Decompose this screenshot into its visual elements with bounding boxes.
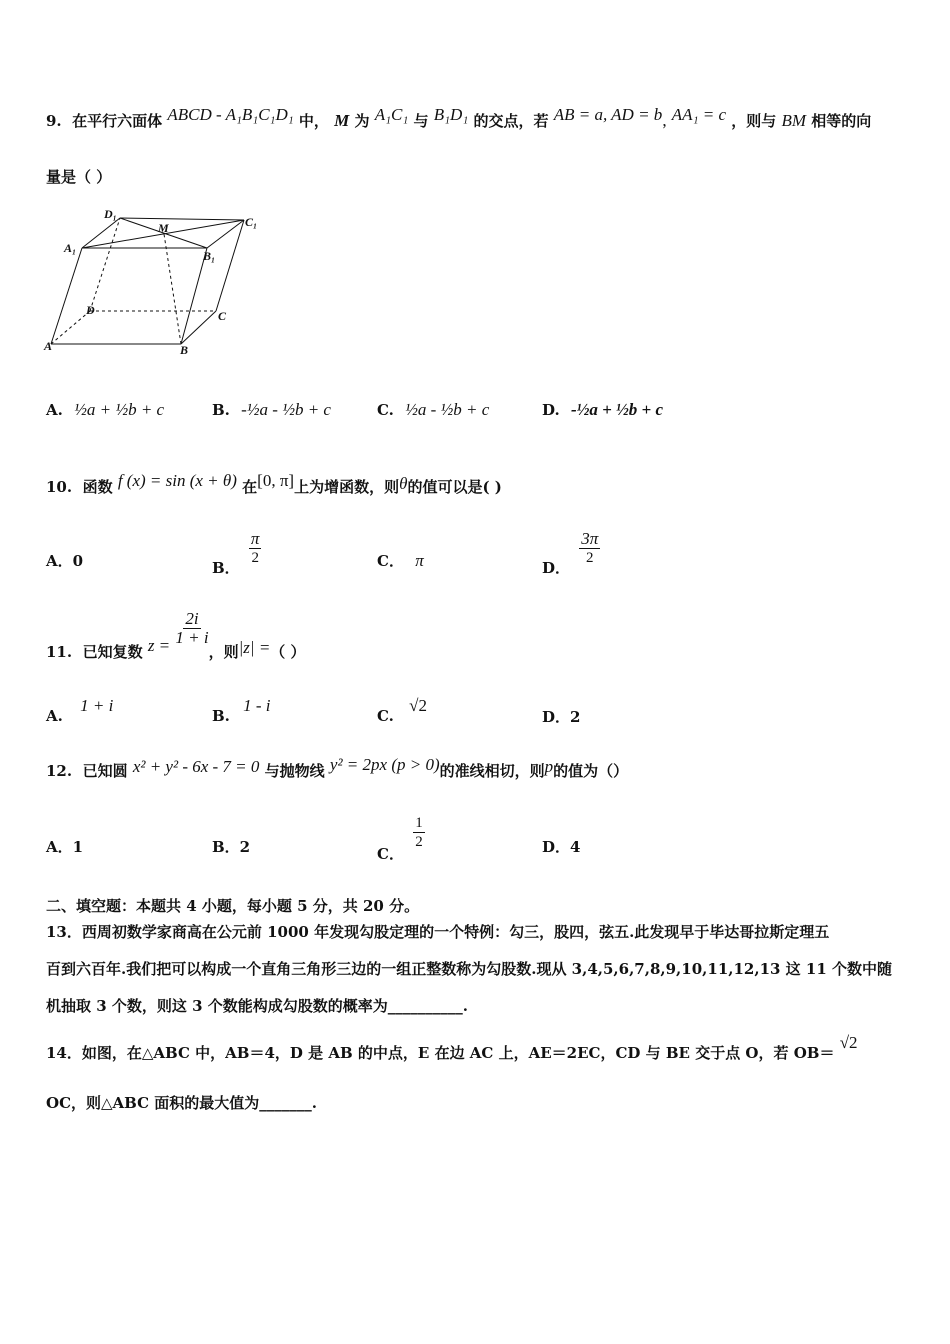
q12-option-a[interactable] xyxy=(46,836,83,857)
edge-a1d1 xyxy=(82,218,120,248)
q9-vector-aa1: AA₁ = c xyxy=(671,105,726,124)
q12-option-d[interactable] xyxy=(542,836,580,857)
q10-number: 10. xyxy=(46,478,73,496)
q12-p: p xyxy=(544,757,554,776)
q12-circle-equation: x² + y² - 6x - 7 = 0 xyxy=(132,757,260,776)
q11-option-b[interactable] xyxy=(212,696,271,725)
option-label: B. xyxy=(212,707,230,725)
q9-segment-b1d1: B₁D₁ xyxy=(433,105,469,124)
option-label: B．2 xyxy=(212,838,251,856)
option-value: 1 - i xyxy=(243,696,271,715)
segment-bm xyxy=(164,234,181,344)
option-label: B. xyxy=(212,401,230,419)
q12-text: 已知圆 xyxy=(82,762,128,780)
q10-text: 在 xyxy=(242,478,258,496)
denominator: 1 + i xyxy=(175,628,209,647)
q13-line3: 机抽取 3 个数，则这 3 个数能构成勾股数的概率为__________. xyxy=(46,997,468,1015)
q10-text: 的值可以是( ) xyxy=(407,478,502,496)
option-label: A．1 xyxy=(46,838,84,856)
q9-segment-a1c1: A₁C₁ xyxy=(374,105,409,124)
option-label: A. xyxy=(46,401,63,419)
q9-vector-bm: BM xyxy=(781,111,807,130)
option-expression: ½a - ½b + c xyxy=(405,400,490,419)
q9-line1 xyxy=(46,105,872,131)
edge-cc1 xyxy=(216,220,244,311)
numerator: 1 xyxy=(415,815,423,831)
option-label: D. xyxy=(542,401,560,419)
q12-number: 12. xyxy=(46,762,73,780)
option-expression: -½a - ½b + c xyxy=(241,400,331,419)
q10-option-b[interactable] xyxy=(212,529,261,577)
q10-function: f (x) = sin (x + θ) xyxy=(117,471,237,490)
option-label: B． xyxy=(212,558,240,577)
q11-number: 11. xyxy=(46,642,73,661)
option-expression: ½a + ½b + c xyxy=(74,400,165,419)
option-label: D．4 xyxy=(542,838,581,856)
q9-line2: 量是（ ） xyxy=(46,168,112,186)
q9-text: 与 xyxy=(413,112,429,130)
q10-option-d[interactable] xyxy=(542,529,600,577)
edge-d1c1 xyxy=(120,218,244,220)
label-a: A xyxy=(44,339,53,353)
option-expression: -½a + ½b + c xyxy=(570,400,664,419)
q10-interval: [0, π] xyxy=(257,471,295,490)
q11-fraction xyxy=(175,610,208,647)
q12-line xyxy=(46,755,629,781)
fraction xyxy=(413,814,425,851)
option-label: A．0 xyxy=(46,552,84,570)
q9-solid-name: ABCD - A₁B₁C₁D₁ xyxy=(167,105,294,124)
edge-dd1 xyxy=(90,218,120,311)
option-label: D．2 xyxy=(542,708,581,726)
option-label: A. xyxy=(46,707,63,725)
section-heading: 二、填空题：本题共 4 小题，每小题 5 分，共 20 分。 xyxy=(46,897,420,915)
q11-option-d[interactable] xyxy=(542,706,580,727)
q9-text: ，则与 xyxy=(731,112,777,130)
label-c: C xyxy=(218,309,227,323)
fraction xyxy=(579,530,600,567)
q9-option-b[interactable] xyxy=(212,400,331,420)
q9-vectors: AB = a, AD = b xyxy=(553,105,663,124)
edge-bc xyxy=(181,311,216,344)
parallelepiped-figure xyxy=(40,200,280,360)
option-value: π xyxy=(415,551,424,570)
q14-text: 14．如图，在△ABC 中，AB＝4，D 是 AB 的中点，E 在边 AC 上，AE＝2EC，CD 与 BE 交于点 O，若 OB＝ xyxy=(46,1044,835,1062)
q12-option-c[interactable] xyxy=(377,814,425,863)
q14-line2: OC，则△ABC 面积的最大值为_______. xyxy=(46,1094,318,1112)
q11-abs-z: |z| = xyxy=(238,637,271,657)
q9-text: 的交点，若 xyxy=(473,112,549,130)
q11-text: （ ） xyxy=(270,642,306,661)
q13-line2: 百到六百年.我们把可以构成一个直角三角形三边的一组正整数称为勾股数.现从 3,4,5,6,7,8,9,10,11,12,13 这 11 个数中随 xyxy=(46,960,892,978)
fraction xyxy=(249,530,262,567)
q11-option-c[interactable] xyxy=(377,696,427,725)
q14-line1 xyxy=(46,1033,858,1063)
q11-text: ，则 xyxy=(208,642,239,661)
q9-option-d[interactable] xyxy=(542,400,663,420)
option-label: C. xyxy=(377,401,394,419)
q9-comma: , xyxy=(662,111,667,130)
label-d: D xyxy=(86,303,95,317)
q10-theta: θ xyxy=(399,474,408,493)
numerator: π xyxy=(250,529,260,548)
q10-line xyxy=(46,471,502,497)
option-label: C. xyxy=(377,707,394,725)
denominator: 2 xyxy=(586,550,594,566)
q9-text: 相等的向 xyxy=(811,112,872,130)
label-a1: A₁ xyxy=(64,241,77,255)
label-b: B xyxy=(180,343,189,357)
option-label: C． xyxy=(377,844,404,863)
q13-line1: 13．西周初数学家商高在公元前 1000 年发现勾股定理的一个特例：勾三，股四，弦五.此发现早于毕达哥拉斯定理五 xyxy=(46,923,830,941)
q11-line xyxy=(46,609,306,661)
edge-b1c1 xyxy=(207,220,244,248)
edge-aa1 xyxy=(51,248,82,344)
numerator: 2i xyxy=(185,609,199,628)
numerator: 3π xyxy=(581,529,599,548)
label-b1: B₁ xyxy=(203,249,216,263)
q12-text: 的准线相切，则 xyxy=(439,762,545,780)
option-label: C． xyxy=(377,552,404,570)
q9-text: 在平行六面体 xyxy=(72,112,163,130)
q9-point-m: M xyxy=(334,111,350,130)
q12-option-b[interactable] xyxy=(212,836,250,857)
q12-text: 的值为（） xyxy=(553,762,629,780)
label-m: M xyxy=(158,221,169,235)
q10-text: 上为增函数，则 xyxy=(294,478,400,496)
q9-text: 为 xyxy=(354,112,370,130)
q14-sqrt2: √2 xyxy=(839,1033,858,1052)
q9-option-a[interactable] xyxy=(46,400,164,420)
q12-parabola-equation: y² = 2px (p > 0) xyxy=(329,755,440,774)
denominator: 2 xyxy=(415,834,423,850)
q12-text: 与抛物线 xyxy=(264,762,325,780)
q10-option-a[interactable] xyxy=(46,550,83,571)
q9-option-c[interactable] xyxy=(377,400,489,420)
option-label: D． xyxy=(542,558,571,577)
q11-option-a[interactable] xyxy=(46,696,114,725)
denominator: 2 xyxy=(251,550,259,566)
q9-number: 9. xyxy=(46,112,62,130)
label-d1: D₁ xyxy=(104,207,117,221)
q11-z-equals: z = xyxy=(147,635,171,655)
label-c1: C₁ xyxy=(245,215,258,229)
q10-option-c[interactable] xyxy=(377,550,424,571)
option-value: √2 xyxy=(409,696,427,715)
q10-text: 函数 xyxy=(82,478,113,496)
option-value: 1 + i xyxy=(80,696,114,715)
q9-text: 中， xyxy=(298,112,329,130)
q11-text: 已知复数 xyxy=(82,642,143,661)
